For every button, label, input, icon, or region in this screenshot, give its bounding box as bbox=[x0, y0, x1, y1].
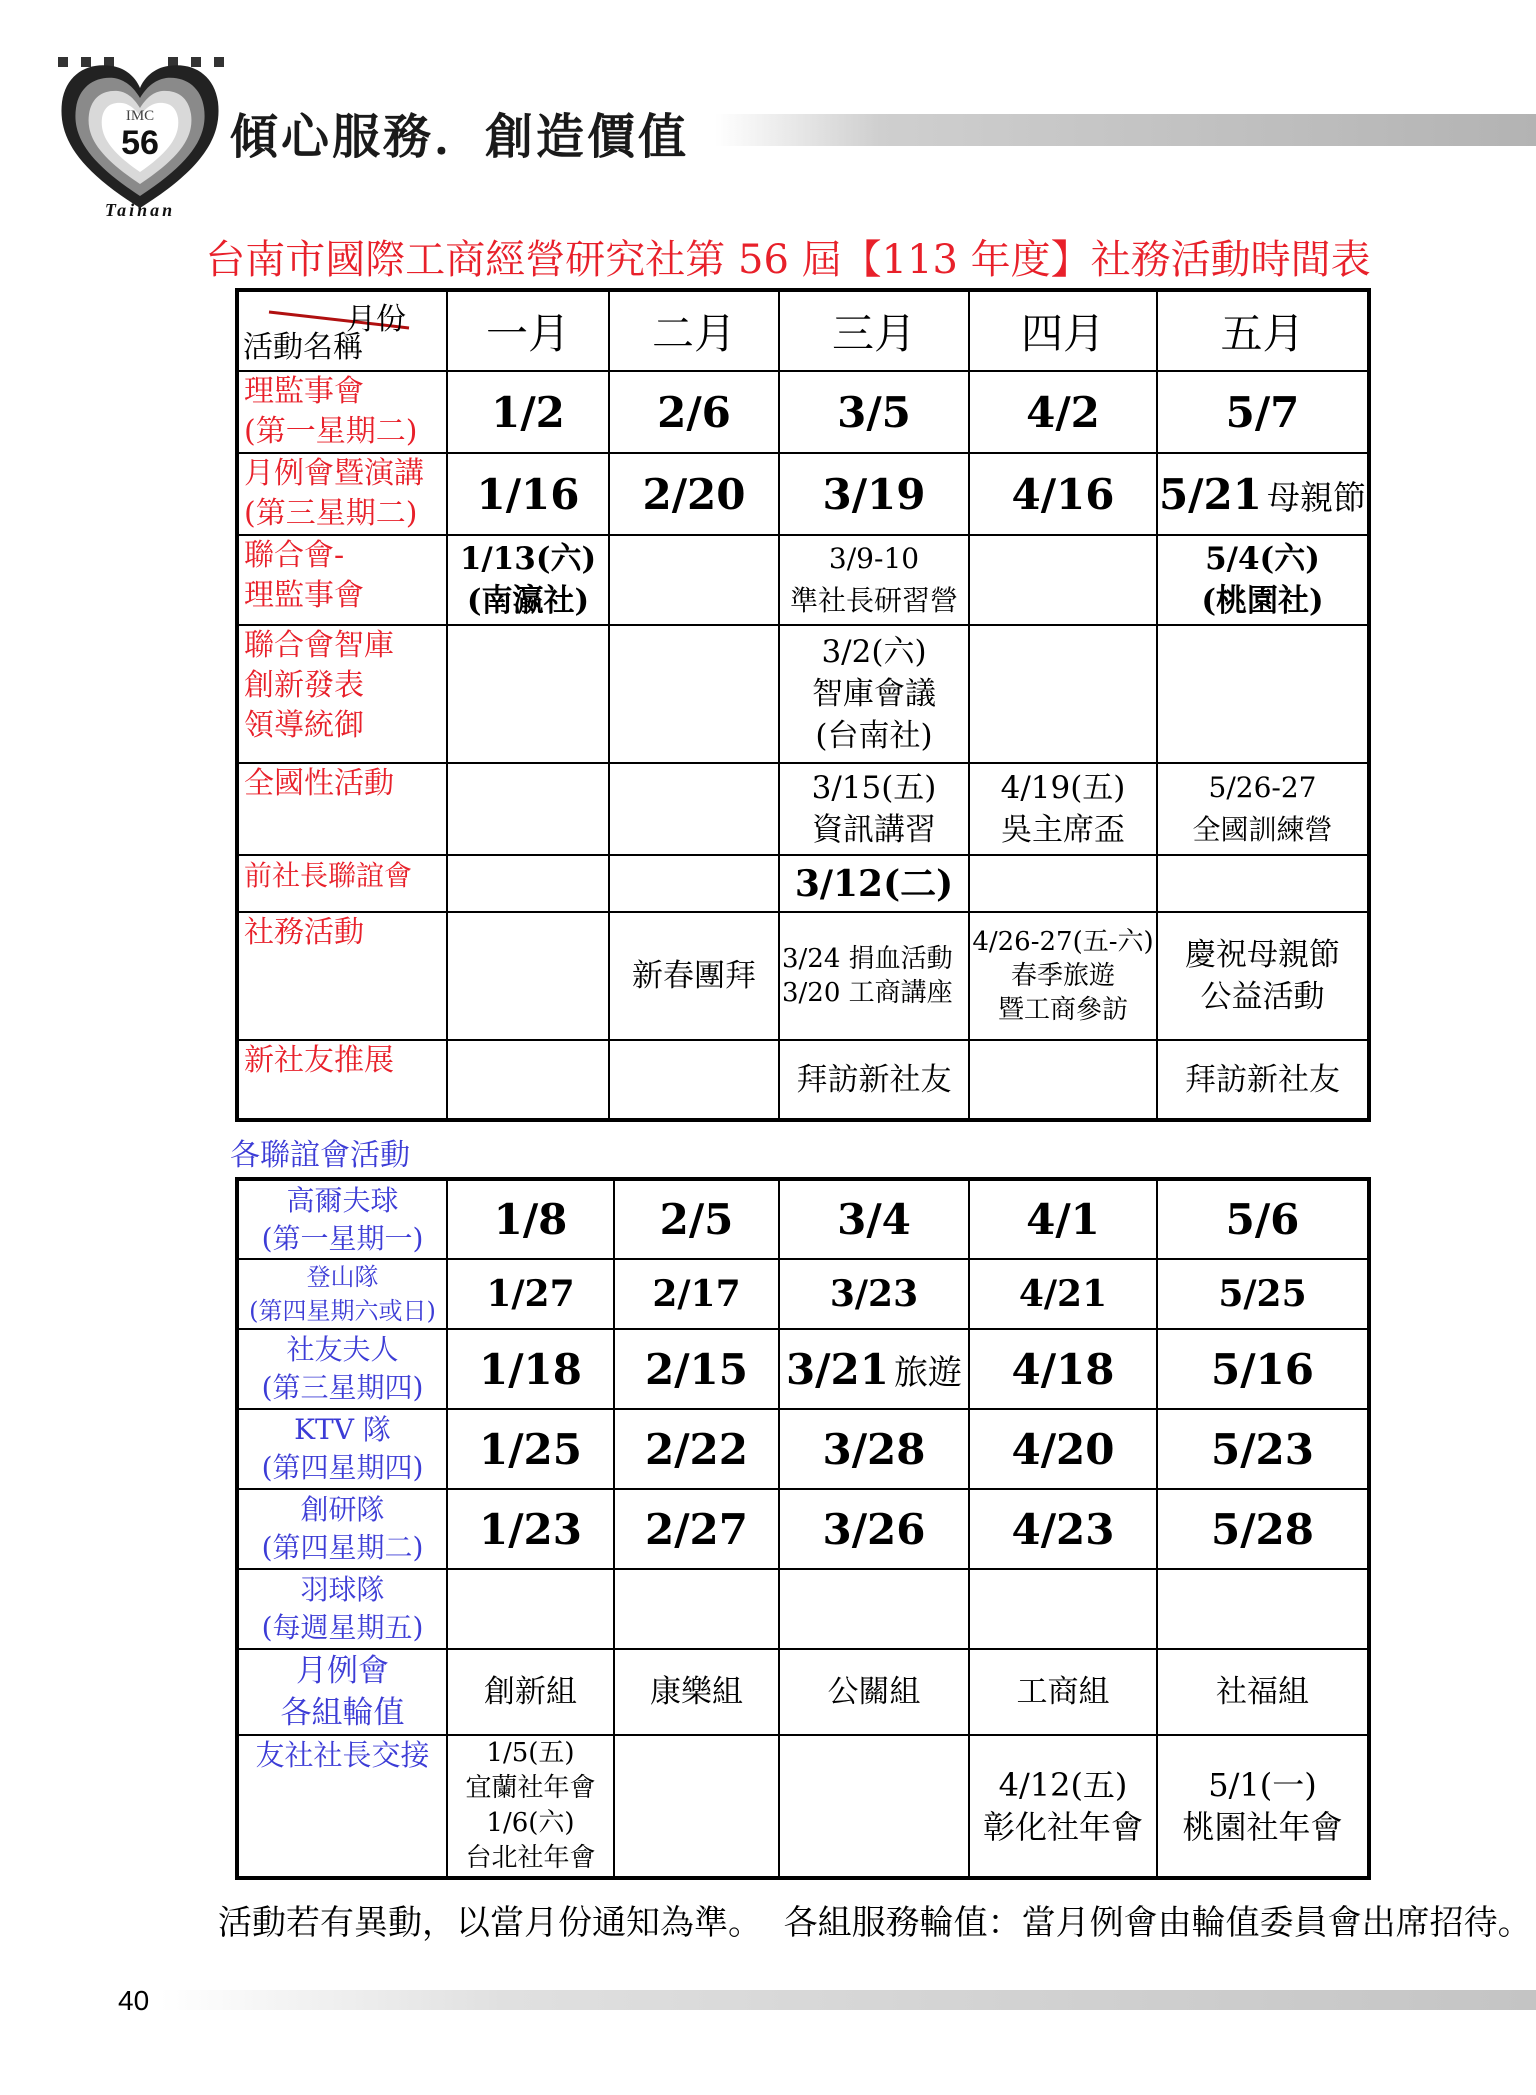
table-cell bbox=[969, 1040, 1157, 1120]
table-cell: 3/23 bbox=[779, 1259, 969, 1329]
table-row bbox=[237, 453, 1369, 535]
table-cell: 3/21 旅遊 bbox=[779, 1329, 969, 1409]
table-cell bbox=[609, 1040, 779, 1120]
table-row bbox=[237, 855, 1369, 912]
row-label: 社務活動 bbox=[237, 912, 447, 1040]
table-cell: 3/28 bbox=[779, 1409, 969, 1489]
table-row bbox=[237, 1259, 1369, 1329]
table-row bbox=[237, 1569, 1369, 1649]
table-cell bbox=[447, 625, 609, 763]
month-header-apr: 四月 bbox=[969, 290, 1157, 371]
table-row bbox=[237, 912, 1369, 1040]
table-cell: 公關組 bbox=[779, 1649, 969, 1735]
table-cell bbox=[609, 855, 779, 912]
table-row bbox=[237, 1649, 1369, 1735]
table-cell: 5/21 母親節 bbox=[1157, 453, 1369, 535]
table-cell: 4/20 bbox=[969, 1409, 1157, 1489]
table-cell: 4/12(五) 彰化社年會 bbox=[969, 1735, 1157, 1878]
row-label: 登山隊 (第四星期六或日) bbox=[237, 1259, 447, 1329]
table-cell: 慶祝母親節 公益活動 bbox=[1157, 912, 1369, 1040]
table-cell: 1/27 bbox=[447, 1259, 614, 1329]
row-label: 聯合會智庫 創新發表 領導統御 bbox=[237, 625, 447, 763]
svg-text:IMC: IMC bbox=[125, 108, 155, 124]
row-label: 新社友推展 bbox=[237, 1040, 447, 1120]
table-cell: 5/7 bbox=[1157, 371, 1369, 453]
table-cell: 3/26 bbox=[779, 1489, 969, 1569]
table-row bbox=[237, 1409, 1369, 1489]
table-cell: 1/13(六) (南瀛社) bbox=[447, 535, 609, 625]
table-cell bbox=[779, 1569, 969, 1649]
table-cell bbox=[1157, 855, 1369, 912]
table-cell: 1/25 bbox=[447, 1409, 614, 1489]
table-cell bbox=[779, 1735, 969, 1878]
fellowship-section-header: 各聯誼會活動 bbox=[230, 1138, 410, 1173]
table-cell bbox=[969, 1569, 1157, 1649]
month-header-mar: 三月 bbox=[779, 290, 969, 371]
table-cell: 5/26-27 全國訓練營 bbox=[1157, 763, 1369, 855]
row-label: 前社長聯誼會 bbox=[237, 855, 447, 912]
page-slogan: 傾心服務．創造價值 bbox=[230, 109, 690, 165]
table-cell bbox=[609, 763, 779, 855]
table-cell: 2/22 bbox=[614, 1409, 779, 1489]
table-cell: 社福組 bbox=[1157, 1649, 1369, 1735]
table-cell bbox=[1157, 625, 1369, 763]
table-cell: 5/1(一) 桃園社年會 bbox=[1157, 1735, 1369, 1878]
table-cell: 2/6 bbox=[609, 371, 779, 453]
table-cell: 3/12(二) bbox=[779, 855, 969, 912]
table-cell: 4/26-27(五-六) 春季旅遊 暨工商參訪 bbox=[969, 912, 1157, 1040]
table-cell: 2/20 bbox=[609, 453, 779, 535]
table-cell: 5/6 bbox=[1157, 1179, 1369, 1259]
table-cell: 4/21 bbox=[969, 1259, 1157, 1329]
page-number: 40 bbox=[118, 1985, 150, 2016]
table-cell bbox=[614, 1569, 779, 1649]
table-cell: 5/4(六) (桃園社) bbox=[1157, 535, 1369, 625]
table-cell bbox=[614, 1735, 779, 1878]
table-cell: 4/18 bbox=[969, 1329, 1157, 1409]
table-cell bbox=[969, 535, 1157, 625]
table-cell: 2/15 bbox=[614, 1329, 779, 1409]
svg-text:56: 56 bbox=[121, 124, 159, 162]
row-label: 月例會暨演講 (第三星期二) bbox=[237, 453, 447, 535]
table-row bbox=[237, 1179, 1369, 1259]
table-cell: 3/5 bbox=[779, 371, 969, 453]
table-cell: 1/16 bbox=[447, 453, 609, 535]
table-cell: 5/16 bbox=[1157, 1329, 1369, 1409]
table-cell: 4/2 bbox=[969, 371, 1157, 453]
table-row bbox=[237, 625, 1369, 763]
svg-text:Tainan: Tainan bbox=[104, 200, 176, 220]
table-cell bbox=[609, 625, 779, 763]
imc-logo bbox=[56, 58, 224, 224]
table-row bbox=[237, 535, 1369, 625]
row-label: 高爾夫球 (第一星期一) bbox=[237, 1179, 447, 1259]
table-cell: 1/23 bbox=[447, 1489, 614, 1569]
table-cell: 創新組 bbox=[447, 1649, 614, 1735]
table-row bbox=[237, 1329, 1369, 1409]
table-cell bbox=[969, 855, 1157, 912]
club-activity-table bbox=[235, 288, 1371, 1122]
corner-header: 月份 活動名稱 bbox=[237, 290, 447, 371]
table-cell: 4/1 bbox=[969, 1179, 1157, 1259]
table-cell: 拜訪新社友 bbox=[1157, 1040, 1369, 1120]
table-cell: 拜訪新社友 bbox=[779, 1040, 969, 1120]
table-cell: 3/9-10 準社長研習營 bbox=[779, 535, 969, 625]
table-cell: 1/5(五) 宜蘭社年會 1/6(六) 台北社年會 bbox=[447, 1735, 614, 1878]
table-cell: 4/16 bbox=[969, 453, 1157, 535]
month-header-may: 五月 bbox=[1157, 290, 1369, 371]
table-cell: 新春團拜 bbox=[609, 912, 779, 1040]
table-cell: 2/17 bbox=[614, 1259, 779, 1329]
table-row bbox=[237, 763, 1369, 855]
month-header-row bbox=[237, 290, 1369, 371]
table-cell bbox=[1157, 1569, 1369, 1649]
fellowship-activity-table bbox=[235, 1177, 1371, 1880]
table-cell: 3/19 bbox=[779, 453, 969, 535]
table-cell bbox=[447, 912, 609, 1040]
table-cell bbox=[447, 763, 609, 855]
table-cell: 工商組 bbox=[969, 1649, 1157, 1735]
row-label: 理監事會 (第一星期二) bbox=[237, 371, 447, 453]
row-label: 聯合會- 理監事會 bbox=[237, 535, 447, 625]
table-cell: 3/15(五) 資訊講習 bbox=[779, 763, 969, 855]
header-gradient-bar bbox=[715, 114, 1536, 146]
table-cell bbox=[447, 1040, 609, 1120]
table-cell: 3/24 捐血活動 3/20 工商講座 bbox=[779, 912, 969, 1040]
row-label: 創研隊 (第四星期二) bbox=[237, 1489, 447, 1569]
table-cell bbox=[447, 1569, 614, 1649]
table-cell bbox=[447, 855, 609, 912]
table-cell: 康樂組 bbox=[614, 1649, 779, 1735]
table-cell bbox=[609, 535, 779, 625]
row-label: 友社社長交接 bbox=[237, 1735, 447, 1878]
table-cell: 1/8 bbox=[447, 1179, 614, 1259]
row-label: 全國性活動 bbox=[237, 763, 447, 855]
table-cell: 3/4 bbox=[779, 1179, 969, 1259]
table-cell: 4/23 bbox=[969, 1489, 1157, 1569]
table-cell: 5/23 bbox=[1157, 1409, 1369, 1489]
schedule-title: 台南市國際工商經營研究社第 56 屆【113 年度】社務活動時間表 bbox=[205, 237, 1371, 283]
table-row bbox=[237, 1040, 1369, 1120]
month-header-feb: 二月 bbox=[609, 290, 779, 371]
table-cell: 4/19(五) 吳主席盃 bbox=[969, 763, 1157, 855]
footer-gradient-bar bbox=[160, 1990, 1536, 2010]
month-header-jan: 一月 bbox=[447, 290, 609, 371]
table-cell: 5/25 bbox=[1157, 1259, 1369, 1329]
table-row bbox=[237, 1735, 1369, 1878]
row-label: 羽球隊 (每週星期五) bbox=[237, 1569, 447, 1649]
footnote: 活動若有異動，以當月份通知為準。 各組服務輪值：當月例會由輪值委員會出席招待。 bbox=[218, 1903, 1532, 1943]
table-row bbox=[237, 371, 1369, 453]
table-cell: 2/5 bbox=[614, 1179, 779, 1259]
table-cell: 1/18 bbox=[447, 1329, 614, 1409]
table-cell: 2/27 bbox=[614, 1489, 779, 1569]
row-label: KTV 隊 (第四星期四) bbox=[237, 1409, 447, 1489]
table-cell: 5/28 bbox=[1157, 1489, 1369, 1569]
row-label: 社友夫人 (第三星期四) bbox=[237, 1329, 447, 1409]
table-cell bbox=[969, 625, 1157, 763]
table-row bbox=[237, 1489, 1369, 1569]
row-label: 月例會 各組輪值 bbox=[237, 1649, 447, 1735]
table-cell: 3/2(六) 智庫會議 (台南社) bbox=[779, 625, 969, 763]
table-cell: 1/2 bbox=[447, 371, 609, 453]
